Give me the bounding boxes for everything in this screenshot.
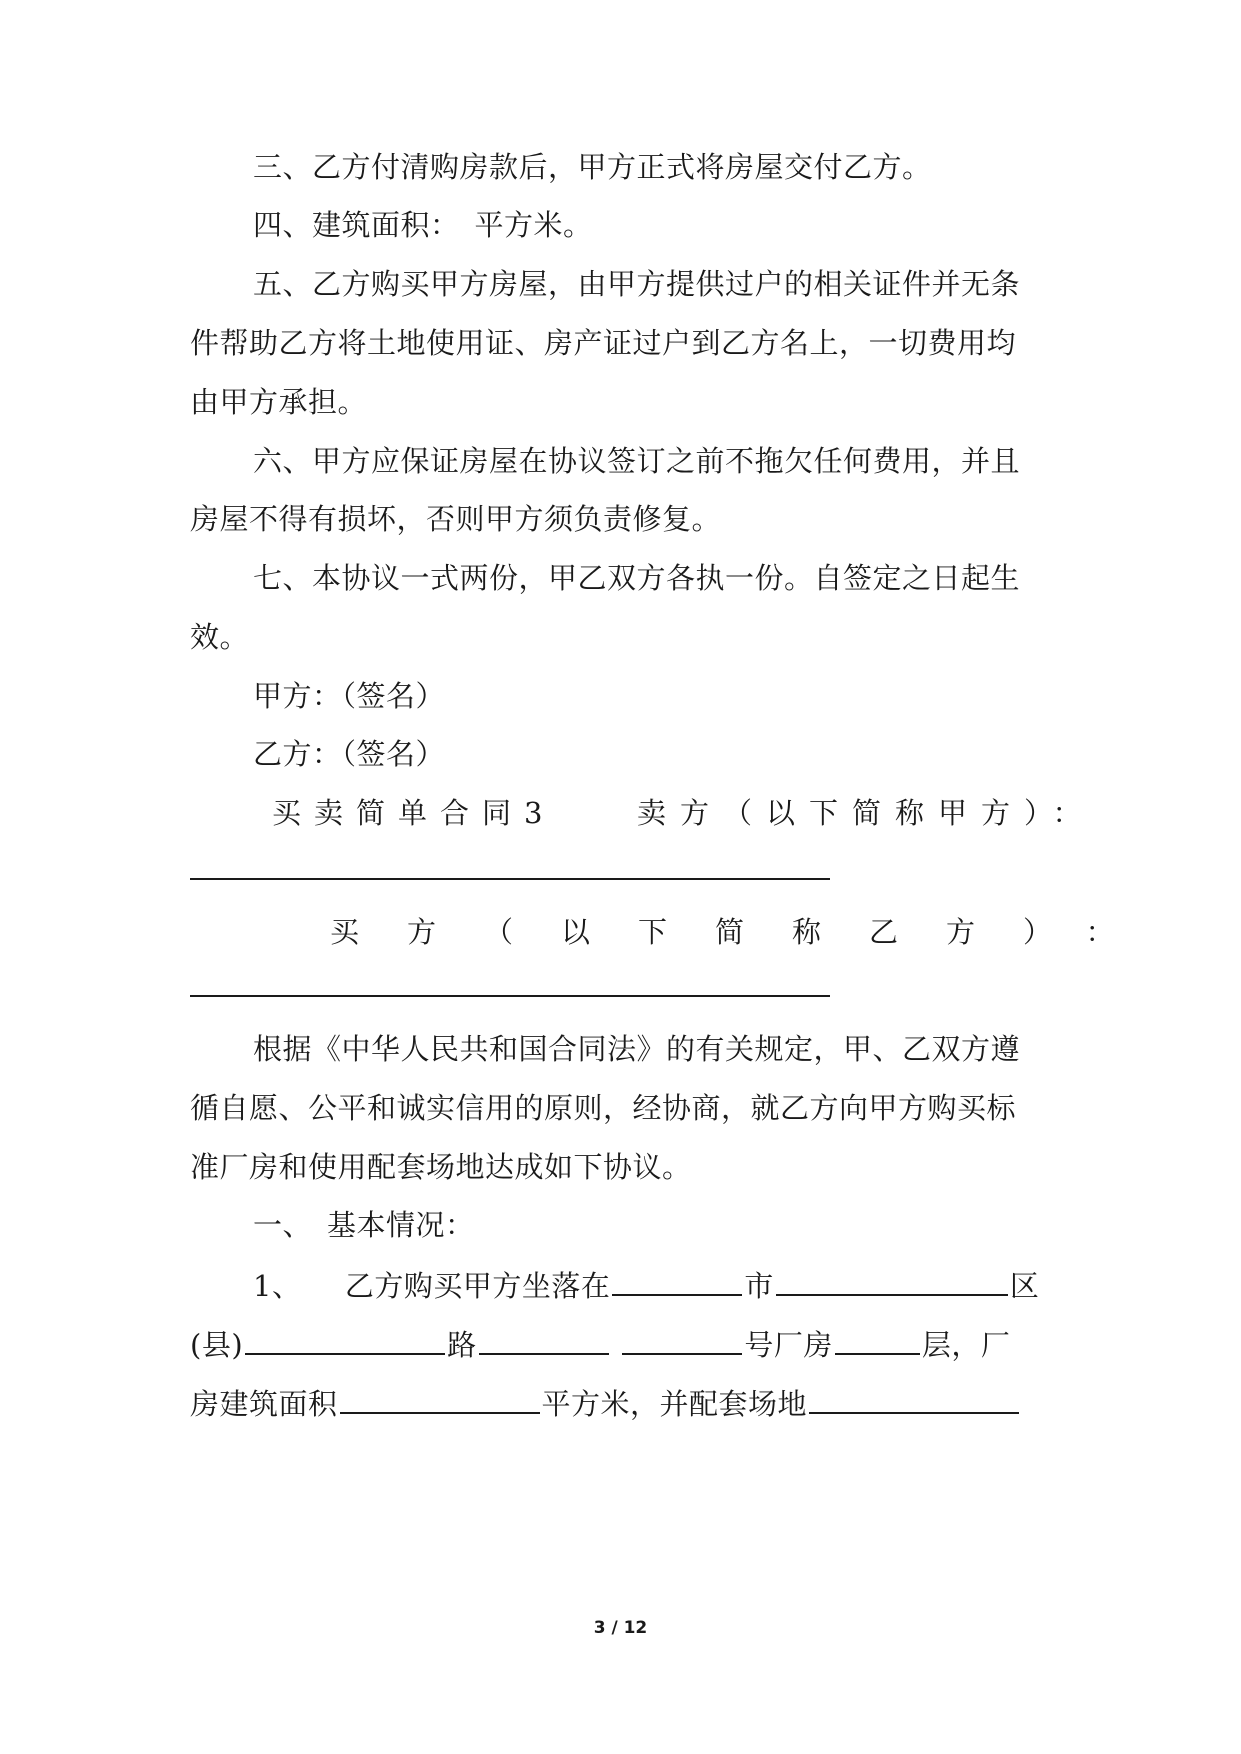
item-1-number: 1、: [253, 1269, 302, 1303]
clause-5-line-2: 件帮助乙方将土地使用证、房产证过户到乙方名上，一切费用均: [190, 326, 1017, 360]
floor-label: 层，厂: [921, 1328, 1011, 1362]
city-label: 市: [744, 1269, 774, 1303]
clause-7-line-1: 七、本协议一式两份，甲乙双方各执一份。自签定之日起生: [253, 561, 1021, 595]
item-1-line-3: [190, 1382, 1060, 1422]
intro-line-1: 根据《中华人民共和国合同法》的有关规定，甲、乙双方遵: [253, 1032, 1021, 1066]
clause-3: 三、乙方付清购房款后，甲方正式将房屋交付乙方。: [253, 150, 932, 184]
road-label: 路: [447, 1328, 477, 1362]
contract-3-heading-line: [272, 793, 1096, 833]
item-1-location-text: 乙方购买甲方坐落在: [344, 1269, 611, 1303]
site-label: 平方米，并配套场地: [541, 1387, 808, 1421]
district-blank: [776, 1264, 1008, 1296]
seller-label: 卖方（以下简称甲方）：: [637, 796, 1096, 830]
section-1-heading: 一、 基本情况：: [253, 1208, 475, 1242]
clause-4: 四、建筑面积： 平方米。: [253, 208, 593, 242]
floor-area-label: 房建筑面积: [190, 1387, 338, 1421]
clause-7-line-2: 效。: [190, 620, 250, 654]
clause-6-line-1: 六、甲方应保证房屋在协议签订之前不拖欠任何费用，并且: [253, 444, 1021, 478]
floor-blank: [835, 1323, 920, 1355]
number-blank: [622, 1323, 742, 1355]
floor-area-blank: [340, 1382, 540, 1414]
intro-line-2: 循自愿、公平和诚实信用的原则，经协商，就乙方向甲方购买标: [190, 1091, 1017, 1125]
clause-5-line-3: 由甲方承担。: [190, 385, 368, 419]
road-blank: [479, 1323, 609, 1355]
buyer-name-underline: [190, 995, 830, 997]
intro-line-3: 准厂房和使用配套场地达成如下协议。: [190, 1150, 692, 1184]
clause-6-line-2: 房屋不得有损坏，否则甲方须负责修复。: [190, 502, 722, 536]
page-number: 3 / 12: [593, 1618, 648, 1638]
party-b-signature: 乙方：（签名）: [253, 737, 446, 771]
county-label: (县): [190, 1328, 244, 1362]
city-blank: [612, 1264, 742, 1296]
building-label: 号厂房: [744, 1328, 833, 1362]
contract-3-title: 买卖简单合同3: [272, 796, 556, 830]
district-label: 区: [1009, 1269, 1040, 1303]
clause-5-line-1: 五、乙方购买甲方房屋，由甲方提供过户的相关证件并无条: [253, 267, 1021, 301]
item-1-line-2: [190, 1323, 1060, 1363]
site-blank: [809, 1382, 1019, 1414]
buyer-label: 买方（以下简称乙方）：: [330, 915, 1163, 949]
item-1-line-1: [253, 1264, 1053, 1304]
party-a-signature: 甲方：（签名）: [253, 679, 446, 713]
seller-name-underline: [190, 878, 830, 880]
county-blank: [245, 1323, 445, 1355]
